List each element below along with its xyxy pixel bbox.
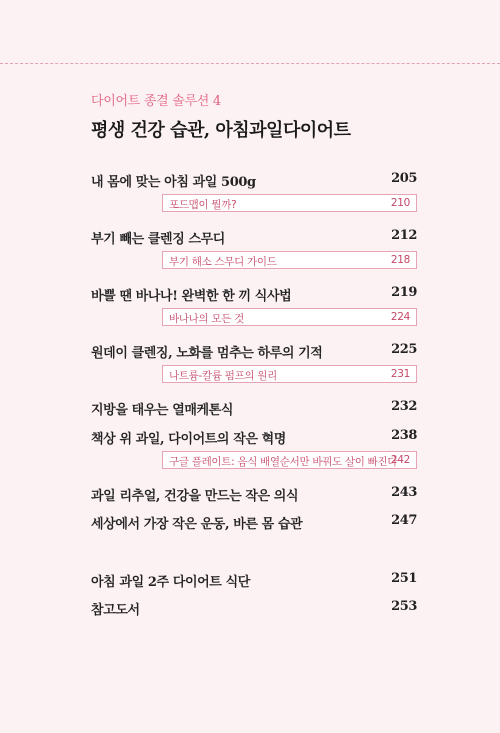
toc-entry-page: 219 (391, 285, 417, 300)
toc-box-title: 포드맵이 뭘까? (169, 199, 237, 211)
toc-entry-title: 바쁠 땐 바나나! 완벽한 한 끼 식사법 (91, 289, 292, 304)
toc-entry-title: 지방을 태우는 열매케톤식 (91, 403, 233, 418)
toc-box-entry[interactable] (162, 251, 417, 269)
toc-box-page: 210 (390, 197, 410, 209)
toc-box-title: 나트륨-칼륨 펌프의 원리 (169, 370, 277, 382)
toc-entry-page: 212 (391, 228, 417, 243)
toc-box-page: 218 (390, 254, 410, 266)
toc-entry-title: 내 몸에 맞는 아침 과일 500g (91, 175, 256, 190)
toc-box-page: 224 (390, 311, 410, 323)
toc-entry-page: 253 (391, 599, 417, 614)
toc-entry-page: 225 (391, 342, 417, 357)
toc-entry-title: 세상에서 가장 작은 운동, 바른 몸 습관 (91, 517, 303, 532)
chapter-label: 다이어트 종결 솔루션 4 (91, 94, 221, 109)
toc-entry-title: 원데이 클렌징, 노화를 멈추는 하루의 기적 (91, 346, 323, 361)
chapter-title: 평생 건강 습관, 아침과일다이어트 (91, 120, 351, 141)
toc-box-entry[interactable] (162, 308, 417, 326)
toc-entry-title: 책상 위 과일, 다이어트의 작은 혁명 (91, 432, 286, 447)
toc-entry-page: 251 (391, 571, 417, 586)
toc-entry-page: 232 (391, 399, 417, 414)
toc-entry-page: 247 (391, 513, 417, 528)
toc-box-title: 바나나의 모든 것 (169, 313, 244, 325)
toc-box-entry[interactable] (162, 365, 417, 383)
toc-entry-page: 238 (391, 428, 417, 443)
toc-box-title: 구글 플레이트: 음식 배열순서만 바꿔도 살이 빠진다 (169, 456, 398, 468)
toc-box-page: 231 (390, 368, 410, 380)
toc-box-entry[interactable] (162, 194, 417, 212)
toc-entry-title: 참고도서 (91, 603, 140, 618)
toc-entry-title: 부기 빼는 클렌징 스무디 (91, 232, 225, 247)
toc-entry-title: 과일 리추얼, 건강을 만드는 작은 의식 (91, 489, 299, 504)
toc-box-entry[interactable] (162, 451, 417, 469)
toc-entry-page: 243 (391, 485, 417, 500)
toc-box-title: 부기 해소 스무디 가이드 (169, 256, 277, 268)
toc-entry-title: 아침 과일 2주 다이어트 식단 (91, 575, 250, 590)
top-dashed-rule (0, 63, 500, 64)
toc-box-page: 242 (390, 454, 410, 466)
toc-entry-page: 205 (391, 171, 417, 186)
